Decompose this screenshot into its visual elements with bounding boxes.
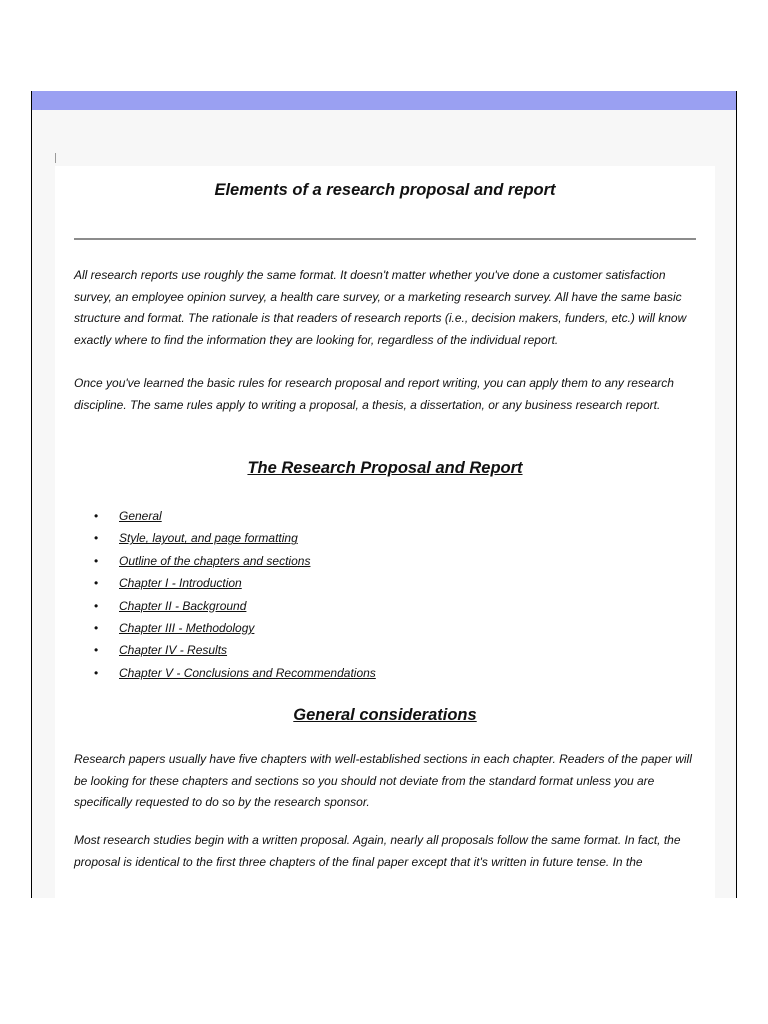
- toc-link-chapter-5[interactable]: Chapter V - Conclusions and Recommendations: [119, 665, 376, 680]
- toc-heading: The Research Proposal and Report: [247, 459, 523, 477]
- document-viewer-frame: [31, 91, 737, 898]
- general-considerations-heading: General considerations: [293, 706, 477, 724]
- bullet-icon: •: [94, 509, 99, 523]
- horizontal-rule: [74, 238, 696, 240]
- toc-link-chapter-1[interactable]: Chapter I - Introduction: [119, 576, 242, 591]
- general-paragraph-2: Most research studies begin with a written proposal. Again, nearly all proposals follow the same format. In fact, the proposal is identical to the first three chapters of the final paper except that it's written in future tense. In the: [74, 833, 681, 869]
- toc-item: [74, 662, 376, 684]
- toc-link-general[interactable]: General: [119, 509, 162, 523]
- viewer-top-band: [32, 91, 736, 110]
- text-cursor-mark: [55, 153, 56, 163]
- toc-item: [74, 617, 376, 639]
- toc-list: [74, 505, 376, 684]
- bullet-icon: •: [94, 665, 99, 680]
- document-title: Elements of a research proposal and report: [214, 181, 556, 199]
- toc-link-chapter-4[interactable]: Chapter IV - Results: [119, 643, 228, 658]
- toc-link-chapter-2[interactable]: Chapter II - Background: [119, 598, 247, 613]
- bullet-icon: •: [94, 531, 99, 546]
- toc-item: [74, 595, 376, 617]
- toc-item: [74, 527, 376, 549]
- intro-paragraph-1: All research reports use roughly the same format. It doesn't matter whether you've done a customer satisfaction survey, an employee opinion survey, a health care survey, or a marketing research survey. All have the same basic structure and format. The rationale is that readers of research reports (i.e., decision makers, funders, etc.) will know exactly where to find the information they are looking for, regardless of the individual report.: [74, 268, 687, 348]
- bullet-icon: •: [94, 576, 99, 591]
- bullet-icon: •: [94, 620, 99, 635]
- intro-paragraph-2: Once you've learned the basic rules for research proposal and report writing, you can apply them to any research discipline. The same rules apply to writing a proposal, a thesis, a dissertation, or any business research report.: [74, 376, 674, 412]
- toc-item: [74, 572, 376, 594]
- toc-link-chapter-3[interactable]: Chapter III - Methodology: [119, 620, 255, 635]
- toc-link-style-layout[interactable]: Style, layout, and page formatting: [119, 531, 298, 546]
- toc-link-outline[interactable]: Outline of the chapters and sections: [119, 553, 311, 568]
- toc-item: [74, 639, 376, 661]
- toc-item: [74, 550, 376, 572]
- bullet-icon: •: [94, 598, 99, 613]
- general-paragraph-1: Research papers usually have five chapters with well-established sections in each chapter. Readers of the paper will be looking for these chapters and sections so you should not deviate from the standard format unless you are specifically requested to do so by the research sponsor.: [74, 752, 692, 810]
- bullet-icon: •: [94, 553, 99, 568]
- bullet-icon: •: [94, 643, 99, 658]
- toc-item: [74, 505, 376, 527]
- document-page: [55, 166, 715, 898]
